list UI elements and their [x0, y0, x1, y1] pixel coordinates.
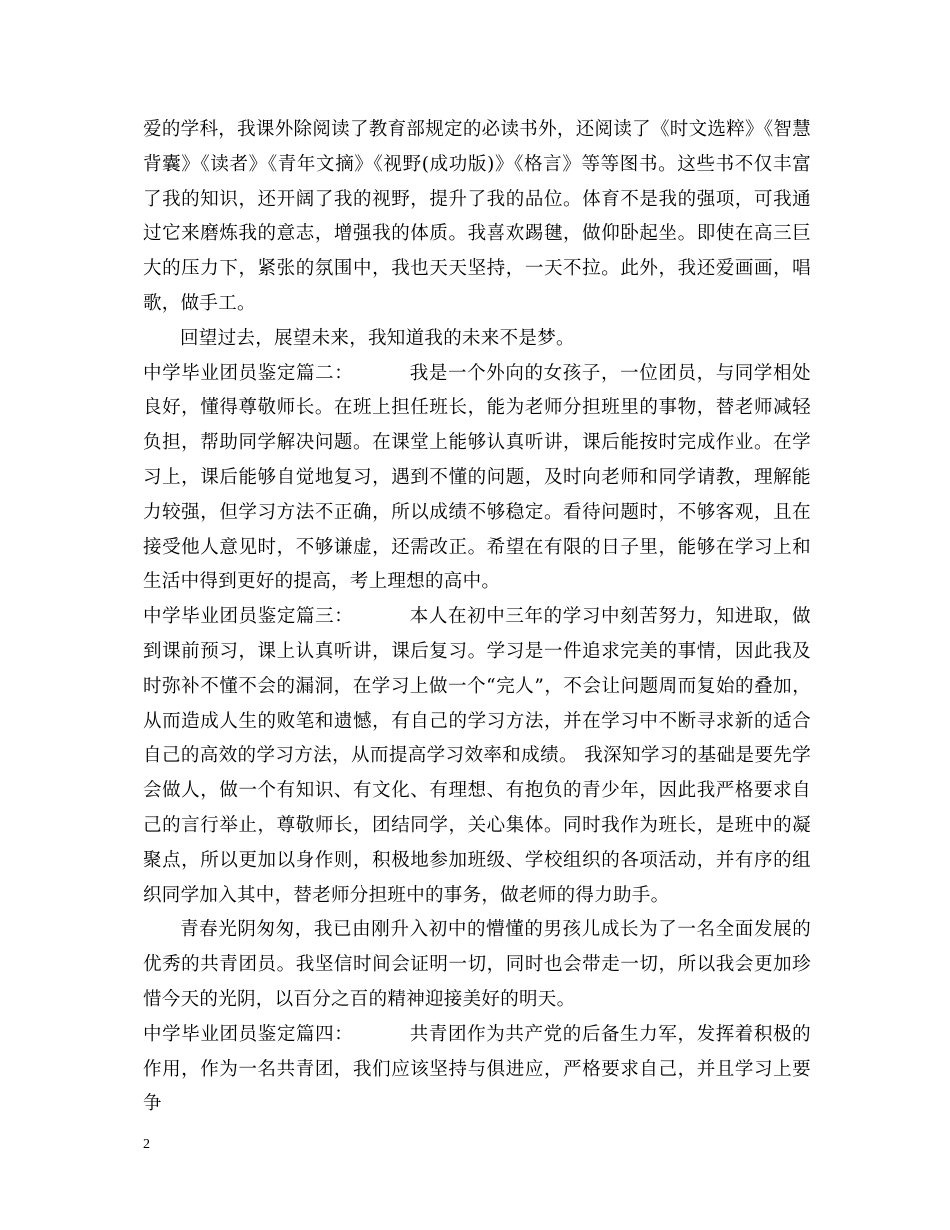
section-heading: 中学毕业团员鉴定篇四： — [143, 1023, 354, 1045]
paragraph-text: 我是一个外向的女孩子，一位团员，与同学相处良好，懂得尊敬师长。在班上担任班长，能为老师分担班里的事物，替老师减轻负担，帮助同学解决问题。在课堂上能够认真听讲，课后能按时完成作业。在学习上，课后能够自觉地复习，遇到不懂的问题，及时向老师和同学请教，理解能力较强，但学习方法不正确，所以成绩不够稳定。看待问题时，不够客观，且在接受他人意见时，不够谦虚，还需改正。希望在有限的日子里，能够在学习上和生活中得到更好的提高，考上理想的高中。 — [143, 362, 811, 593]
page-number: 2 — [143, 1137, 150, 1152]
section-heading: 中学毕业团员鉴定篇二： — [143, 362, 354, 384]
paragraph-text: 青春光阴匆匆，我已由刚升入初中的懵懂的男孩儿成长为了一名全面发展的优秀的共青团员。我坚信时间会证明一切，同时也会带走一切，所以我会更加珍惜今天的光阴，以百分之百的精神迎接美好的明天。 — [143, 919, 811, 1010]
document-body — [143, 113, 811, 1122]
paragraph-text: 回望过去，展望未来，我知道我的未来不是梦。 — [180, 327, 575, 349]
paragraph-hobbies — [143, 113, 811, 322]
section-heading: 中学毕业团员鉴定篇三： — [143, 606, 354, 628]
paragraph-text: 共青团作为共产党的后备生力军，发挥着积极的作用，作为一名共青团，我们应该坚持与俱进应，严格要求自己，并且学习上要争 — [143, 1023, 811, 1115]
paragraph-section-four — [143, 1018, 811, 1122]
paragraph-text: 本人在初中三年的学习中刻苦努力，知进取，做到课前预习，课上认真听讲，课后复习。学习是一件追求完美的事情，因此我及时弥补不懂不会的漏洞，在学习上做一个“完人”，不会让问题周而复始的叠加，从而造成人生的败笔和遗憾，有自己的学习方法，并在学习中不断寻求新的适合自己的高效的学习方法，从而提高学习效率和成绩。 我深知学习的基础是要先学会做人，做一个有知识、有文化、有理想、有抱负的青少年，因此我严格要求自己的言行举止，尊敬师长，团结同学，关心集体。同时我作为班长，是班中的凝聚点，所以更加以身作则，积极地参加班级、学校组织的各项活动，并有序的组织同学加入其中，替老师分担班中的事务，做老师的得力助手。 — [143, 606, 811, 906]
paragraph-youth — [143, 913, 811, 1017]
paragraph-section-three — [143, 600, 811, 913]
paragraph-text: 爱的学科，我课外除阅读了教育部规定的必读书外，还阅读了《时文选粹》《智慧背囊》《读者》《青年文摘》《视野(成功版)》《格言》等等图书。这些书不仅丰富了我的知识，还开阔了我的视野，提升了我的品位。体育不是我的强项，可我通过它来磨炼我的意志，增强我的体质。我喜欢踢毽，做仰卧起坐。即使在高三巨大的压力下，紧张的氛围中，我也天天坚持，一天不拉。此外，我还爱画画，唱歌，做手工。 — [143, 119, 811, 314]
paragraph-section-two — [143, 357, 811, 601]
paragraph-future — [143, 322, 811, 357]
